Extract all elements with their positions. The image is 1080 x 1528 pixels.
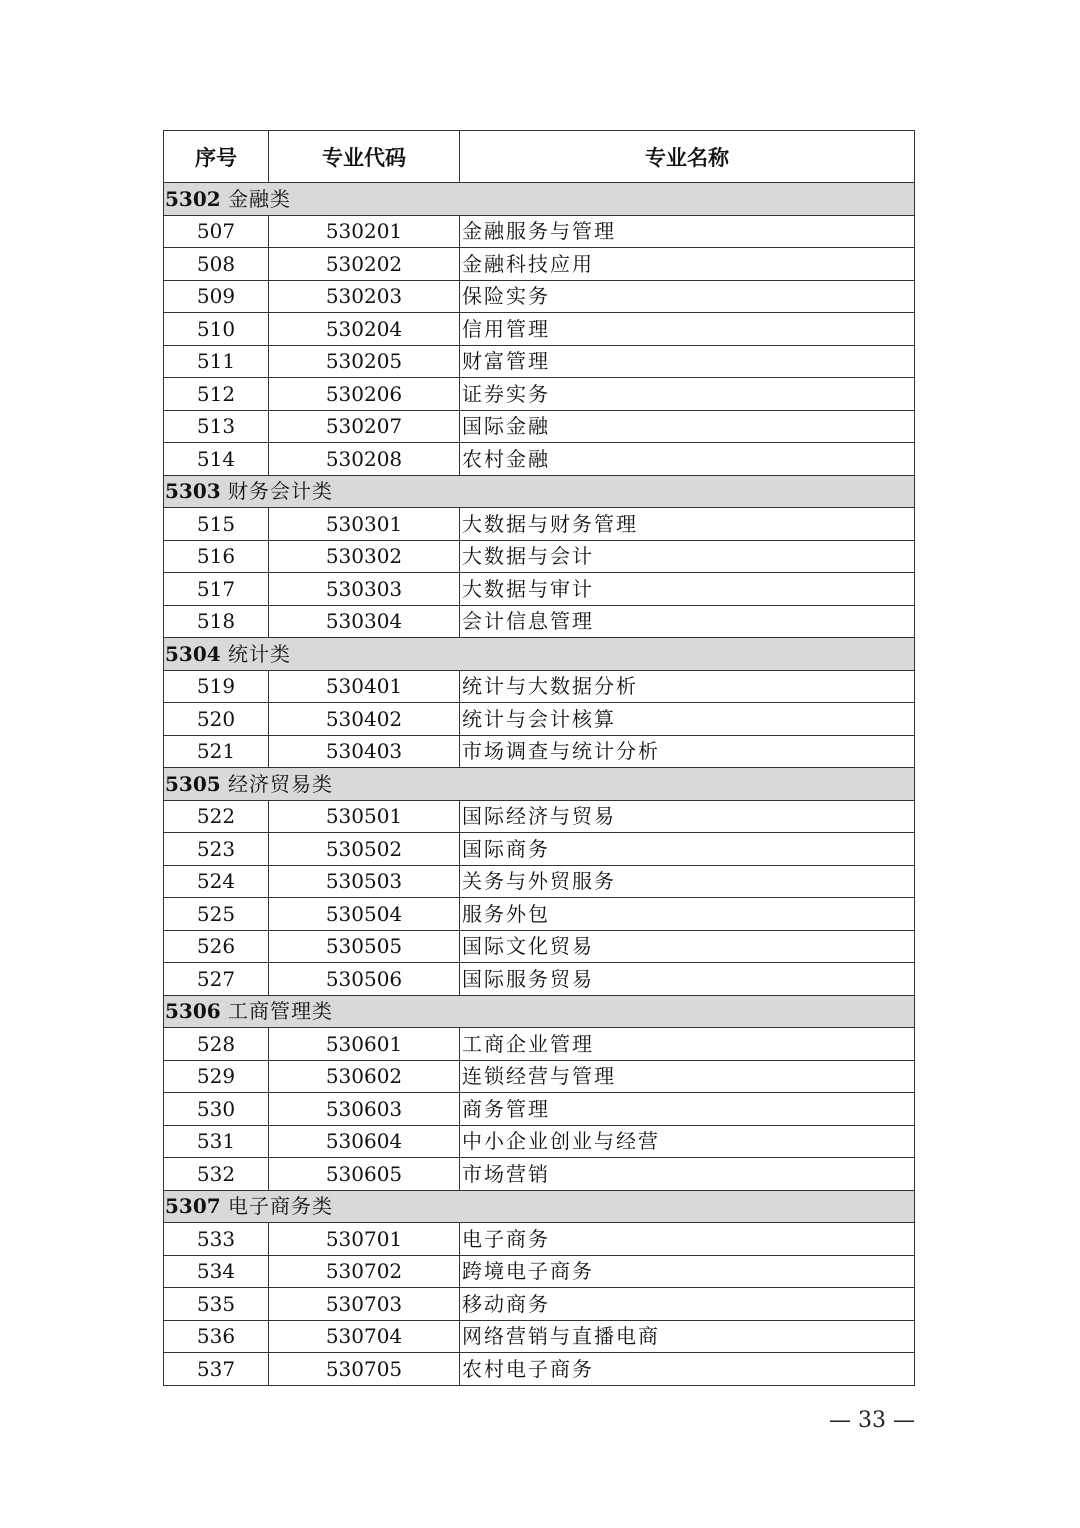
table-row (164, 833, 915, 866)
row-index: 511 (164, 345, 269, 378)
row-index: 520 (164, 703, 269, 736)
row-major-name: 国际商务 (460, 833, 915, 866)
row-index: 531 (164, 1125, 269, 1158)
row-major-name: 国际金融 (460, 410, 915, 443)
table-row (164, 898, 915, 931)
row-major-name: 财富管理 (460, 345, 915, 378)
table-row (164, 508, 915, 541)
table-row (164, 1093, 915, 1126)
table-row (164, 378, 915, 411)
row-major-name: 网络营销与直播电商 (460, 1320, 915, 1353)
majors-table (163, 130, 915, 1386)
row-major-name: 大数据与财务管理 (460, 508, 915, 541)
row-major-code: 530506 (269, 963, 460, 996)
row-index: 536 (164, 1320, 269, 1353)
category-code: 5306 (165, 999, 221, 1024)
table-row (164, 963, 915, 996)
row-major-name: 金融服务与管理 (460, 215, 915, 248)
row-major-name: 连锁经营与管理 (460, 1060, 915, 1093)
row-major-name: 统计与会计核算 (460, 703, 915, 736)
table-row (164, 865, 915, 898)
row-major-code: 530702 (269, 1255, 460, 1288)
row-major-name: 工商企业管理 (460, 1028, 915, 1061)
category-code: 5304 (165, 641, 221, 666)
row-index: 527 (164, 963, 269, 996)
category-name: 财务会计类 (228, 479, 334, 504)
row-index: 525 (164, 898, 269, 931)
category-code: 5302 (165, 186, 221, 211)
table-row (164, 443, 915, 476)
row-index: 528 (164, 1028, 269, 1061)
category-code: 5307 (165, 1194, 221, 1219)
row-major-name: 市场调查与统计分析 (460, 735, 915, 768)
row-index: 508 (164, 248, 269, 281)
row-major-code: 530703 (269, 1288, 460, 1321)
row-major-code: 530601 (269, 1028, 460, 1061)
row-major-code: 530505 (269, 930, 460, 963)
header-index: 序号 (164, 131, 269, 183)
table-row (164, 410, 915, 443)
table-row (164, 215, 915, 248)
table-row (164, 1255, 915, 1288)
row-major-code: 530203 (269, 280, 460, 313)
table-row (164, 573, 915, 606)
row-major-name: 会计信息管理 (460, 605, 915, 638)
row-major-name: 国际文化贸易 (460, 930, 915, 963)
table-row (164, 703, 915, 736)
row-major-code: 530503 (269, 865, 460, 898)
row-major-code: 530501 (269, 800, 460, 833)
row-major-name: 电子商务 (460, 1223, 915, 1256)
table-row (164, 540, 915, 573)
row-index: 523 (164, 833, 269, 866)
row-major-code: 530303 (269, 573, 460, 606)
row-index: 524 (164, 865, 269, 898)
table-row (164, 1223, 915, 1256)
row-major-code: 530207 (269, 410, 460, 443)
row-index: 533 (164, 1223, 269, 1256)
row-index: 509 (164, 280, 269, 313)
category-code: 5303 (165, 479, 221, 504)
table-header-row (164, 131, 915, 183)
row-major-name: 农村金融 (460, 443, 915, 476)
row-index: 532 (164, 1158, 269, 1191)
row-major-code: 530302 (269, 540, 460, 573)
row-index: 535 (164, 1288, 269, 1321)
row-index: 530 (164, 1093, 269, 1126)
category-row (164, 1190, 915, 1223)
row-index: 534 (164, 1255, 269, 1288)
category-cell (164, 995, 915, 1028)
row-index: 510 (164, 313, 269, 346)
table-row (164, 800, 915, 833)
table-row (164, 1158, 915, 1191)
category-row (164, 475, 915, 508)
row-major-code: 530504 (269, 898, 460, 931)
table-row (164, 670, 915, 703)
row-index: 507 (164, 215, 269, 248)
category-cell (164, 183, 915, 216)
row-major-code: 530304 (269, 605, 460, 638)
row-major-name: 市场营销 (460, 1158, 915, 1191)
row-index: 521 (164, 735, 269, 768)
row-major-code: 530604 (269, 1125, 460, 1158)
row-major-code: 530208 (269, 443, 460, 476)
row-major-code: 530701 (269, 1223, 460, 1256)
row-index: 514 (164, 443, 269, 476)
row-major-name: 服务外包 (460, 898, 915, 931)
category-name: 经济贸易类 (228, 771, 334, 796)
row-major-name: 国际经济与贸易 (460, 800, 915, 833)
row-major-name: 证券实务 (460, 378, 915, 411)
row-index: 526 (164, 930, 269, 963)
row-major-name: 大数据与审计 (460, 573, 915, 606)
category-name: 统计类 (228, 641, 292, 666)
table-row (164, 1125, 915, 1158)
category-code: 5305 (165, 771, 221, 796)
table-body (164, 183, 915, 1386)
row-major-code: 530402 (269, 703, 460, 736)
row-index: 529 (164, 1060, 269, 1093)
row-major-code: 530704 (269, 1320, 460, 1353)
header-major-code: 专业代码 (269, 131, 460, 183)
header-major-name: 专业名称 (460, 131, 915, 183)
row-major-name: 关务与外贸服务 (460, 865, 915, 898)
category-row (164, 638, 915, 671)
row-major-name: 移动商务 (460, 1288, 915, 1321)
category-name: 金融类 (228, 186, 292, 211)
category-cell (164, 1190, 915, 1223)
row-index: 513 (164, 410, 269, 443)
table-row (164, 1060, 915, 1093)
row-index: 518 (164, 605, 269, 638)
category-name: 电子商务类 (228, 1194, 334, 1219)
row-major-code: 530502 (269, 833, 460, 866)
row-index: 537 (164, 1353, 269, 1386)
row-major-code: 530202 (269, 248, 460, 281)
table-row (164, 605, 915, 638)
row-major-code: 530602 (269, 1060, 460, 1093)
table-row (164, 1288, 915, 1321)
row-major-name: 国际服务贸易 (460, 963, 915, 996)
row-major-name: 中小企业创业与经营 (460, 1125, 915, 1158)
category-row (164, 183, 915, 216)
row-major-code: 530705 (269, 1353, 460, 1386)
row-major-name: 信用管理 (460, 313, 915, 346)
table-row (164, 248, 915, 281)
row-index: 517 (164, 573, 269, 606)
row-major-code: 530605 (269, 1158, 460, 1191)
row-major-name: 保险实务 (460, 280, 915, 313)
row-index: 516 (164, 540, 269, 573)
row-index: 519 (164, 670, 269, 703)
category-row (164, 768, 915, 801)
row-major-code: 530201 (269, 215, 460, 248)
row-major-name: 统计与大数据分析 (460, 670, 915, 703)
row-major-code: 530603 (269, 1093, 460, 1126)
table-row (164, 1353, 915, 1386)
table-row (164, 1320, 915, 1353)
table-row (164, 930, 915, 963)
table-row (164, 1028, 915, 1061)
row-major-name: 大数据与会计 (460, 540, 915, 573)
row-major-name: 商务管理 (460, 1093, 915, 1126)
row-major-name: 农村电子商务 (460, 1353, 915, 1386)
row-major-code: 530205 (269, 345, 460, 378)
row-major-code: 530301 (269, 508, 460, 541)
table-row (164, 280, 915, 313)
row-index: 515 (164, 508, 269, 541)
table-row (164, 313, 915, 346)
row-major-code: 530206 (269, 378, 460, 411)
table-row (164, 345, 915, 378)
row-major-code: 530401 (269, 670, 460, 703)
row-major-name: 金融科技应用 (460, 248, 915, 281)
row-major-code: 530204 (269, 313, 460, 346)
category-cell (164, 475, 915, 508)
category-cell (164, 638, 915, 671)
row-index: 512 (164, 378, 269, 411)
category-name: 工商管理类 (228, 999, 334, 1024)
row-major-name: 跨境电子商务 (460, 1255, 915, 1288)
category-cell (164, 768, 915, 801)
row-major-code: 530403 (269, 735, 460, 768)
page-number: — 33 — (829, 1408, 915, 1433)
row-index: 522 (164, 800, 269, 833)
table-row (164, 735, 915, 768)
category-row (164, 995, 915, 1028)
